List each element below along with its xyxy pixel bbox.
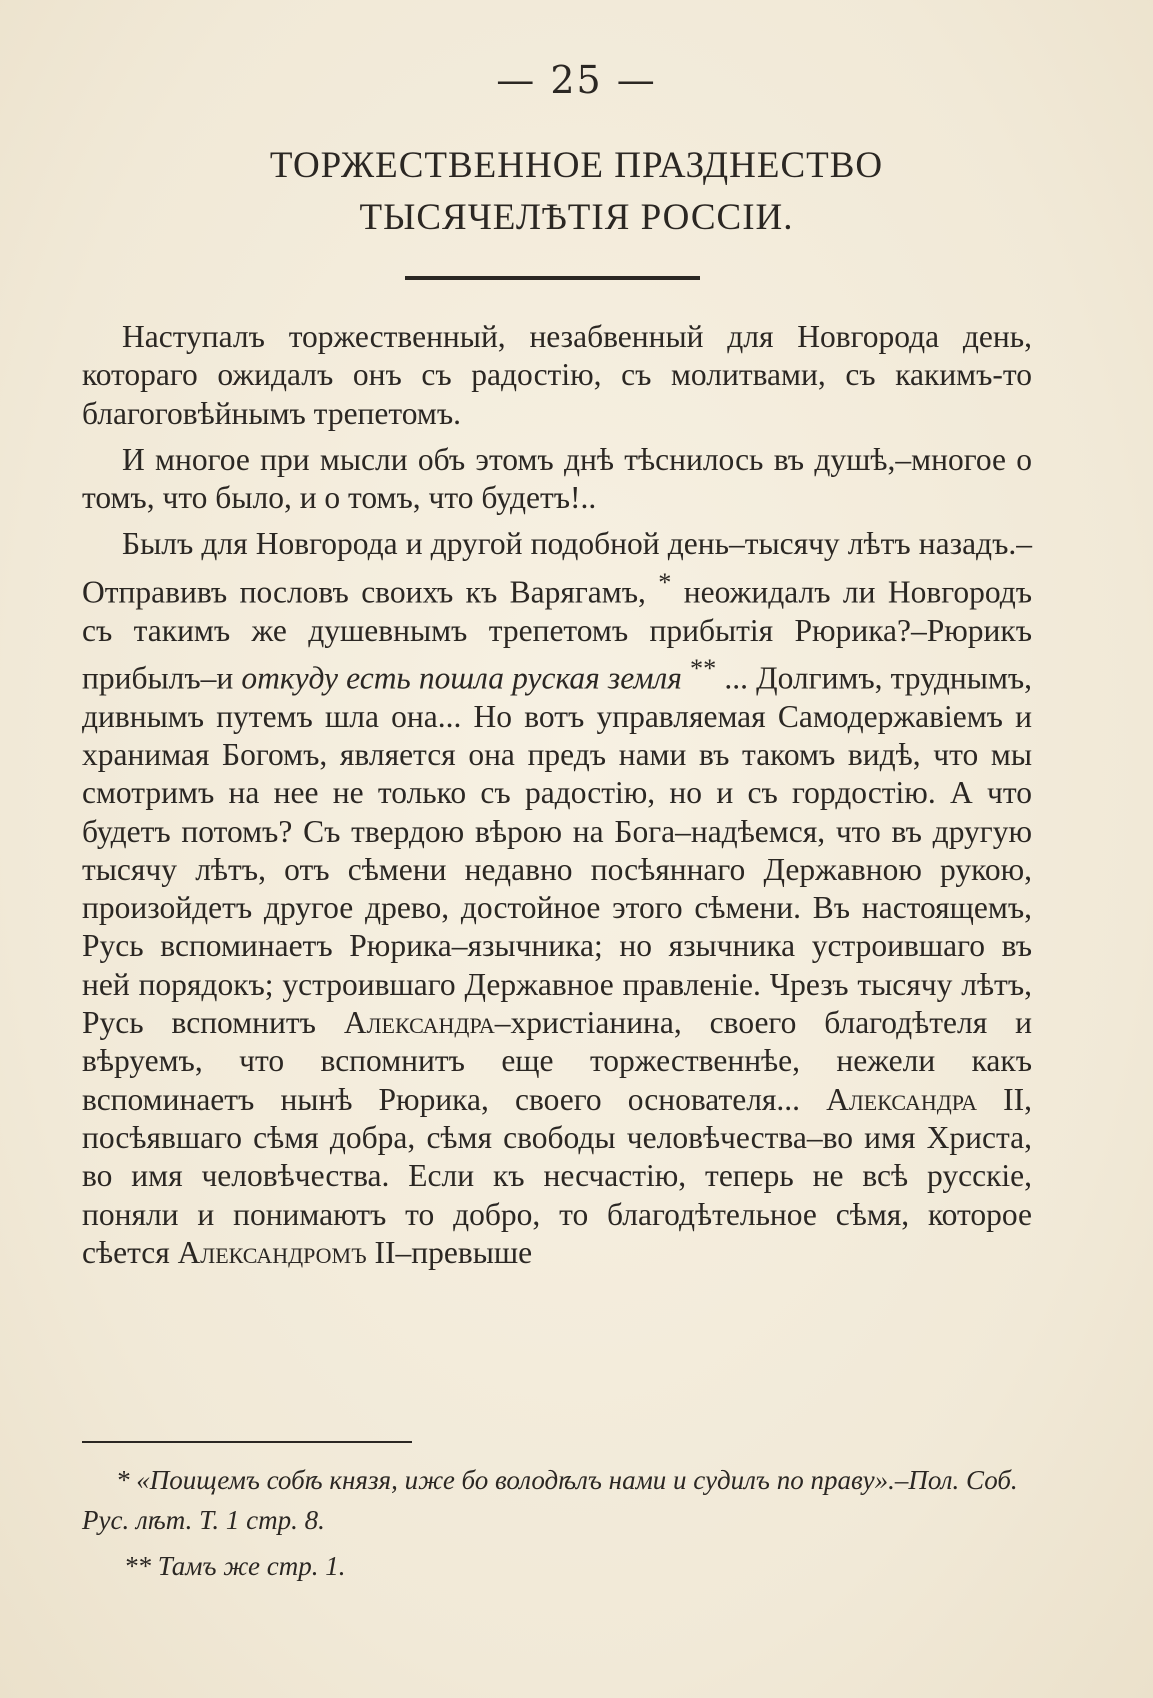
footnotes (82, 1460, 1032, 1586)
page-number: — 25 — (496, 58, 657, 102)
footnote-2-text: Тамъ же стр. 1. (157, 1551, 346, 1581)
paragraph-3-part-b: неожидалъ ли Новгородъ съ такимъ же душевнымъ трепетомъ прибытія Рюрика?–Рюрикъ прибылъ–и (82, 574, 1033, 696)
paragraph-2: И многое при мысли объ этомъ днѣ тѣснилось въ душѣ,–многое о томъ, что было, и о томъ, что будетъ!.. (82, 441, 1032, 516)
title-line-1: ТОРЖЕСТВЕННОЕ ПРАЗДНЕСТВО (269, 145, 884, 186)
footnote-2 (82, 1546, 1032, 1586)
footnote-2-mark: ** (124, 1551, 151, 1581)
footnote-1 (82, 1460, 1032, 1540)
page-title (0, 140, 1153, 244)
title-line-2: ТЫСЯЧЕЛѢТІЯ РОССІИ. (359, 197, 794, 238)
paragraph-3 (82, 525, 1032, 1272)
paragraph-3-part-c: ... Долгимъ, труднымъ, дивнымъ путемъ шла она... Но вотъ управляемая Самодержавіемъ и хранимая Богомъ, является она предъ нами въ такомъ видѣ, что мы смотримъ на нее не только съ радостію, но и съ гордостію. А что будетъ потомъ? Съ твердою вѣрою на Бога–надѣемся, что въ другую тысячу лѣтъ, отъ сѣмени недавно посѣяннаго Державною рукою, произойдетъ другое древо, достойное этого сѣмени. Въ настоящемъ, Русь вспоминаетъ Рюрика–язычника; но язычника устроившаго въ ней порядокъ; устроившаго Державное правленіе. Чрезъ тысячу лѣтъ, Русь вспомнитъ (82, 660, 1033, 1041)
footnote-ref-2: ** (690, 653, 717, 683)
name-alexander-2: Александра (826, 1081, 978, 1117)
paragraph-3-part-e: II, посѣявшаго сѣмя добра, сѣмя свободы человѣчества–во имя Христа, во имя человѣчества. Если къ несчастію, теперь не всѣ русскіе, поняли и понимаютъ то добро, то благодѣтельное сѣмя, которое сѣется (82, 1081, 1033, 1270)
chronicle-quote: откуду есть пошла руская земля (241, 660, 682, 696)
title-divider (405, 276, 700, 280)
paragraph-1: Наступалъ торжественный, незабвенный для Новгорода день, котораго ожидалъ онъ съ радостію, съ молитвами, съ какимъ-то благоговѣйнымъ трепетомъ. (82, 319, 1032, 431)
name-alexander-1: Александра (343, 1005, 495, 1041)
paragraph-3-part-d: –христіанина, своего благодѣтеля и вѣруемъ, что вспомнитъ еще торжественнѣе, нежели какъ вспоминаетъ нынѣ Рюрика, своего основателя... (82, 1005, 1033, 1117)
footnote-1-text: «Поищемъ собѣ князя, иже бо володѣлъ нами и судилъ по праву».–Пол. Соб. Рус. лѣт. Т. 1 стр. 8. (82, 1465, 1018, 1535)
paragraph-3-part-a: Былъ для Новгорода и другой подобной день–тысячу лѣтъ назадъ.–Отправивъ пословъ своихъ къ Варягамъ, (82, 526, 1032, 610)
footnote-1-mark: * (116, 1465, 130, 1495)
footnote-divider (82, 1441, 412, 1443)
footnote-ref-1: * (658, 567, 672, 597)
paragraph-3-part-f: II–превыше (374, 1234, 533, 1270)
body-text (82, 318, 1032, 1272)
name-alexander-3: Александромъ (177, 1234, 367, 1270)
